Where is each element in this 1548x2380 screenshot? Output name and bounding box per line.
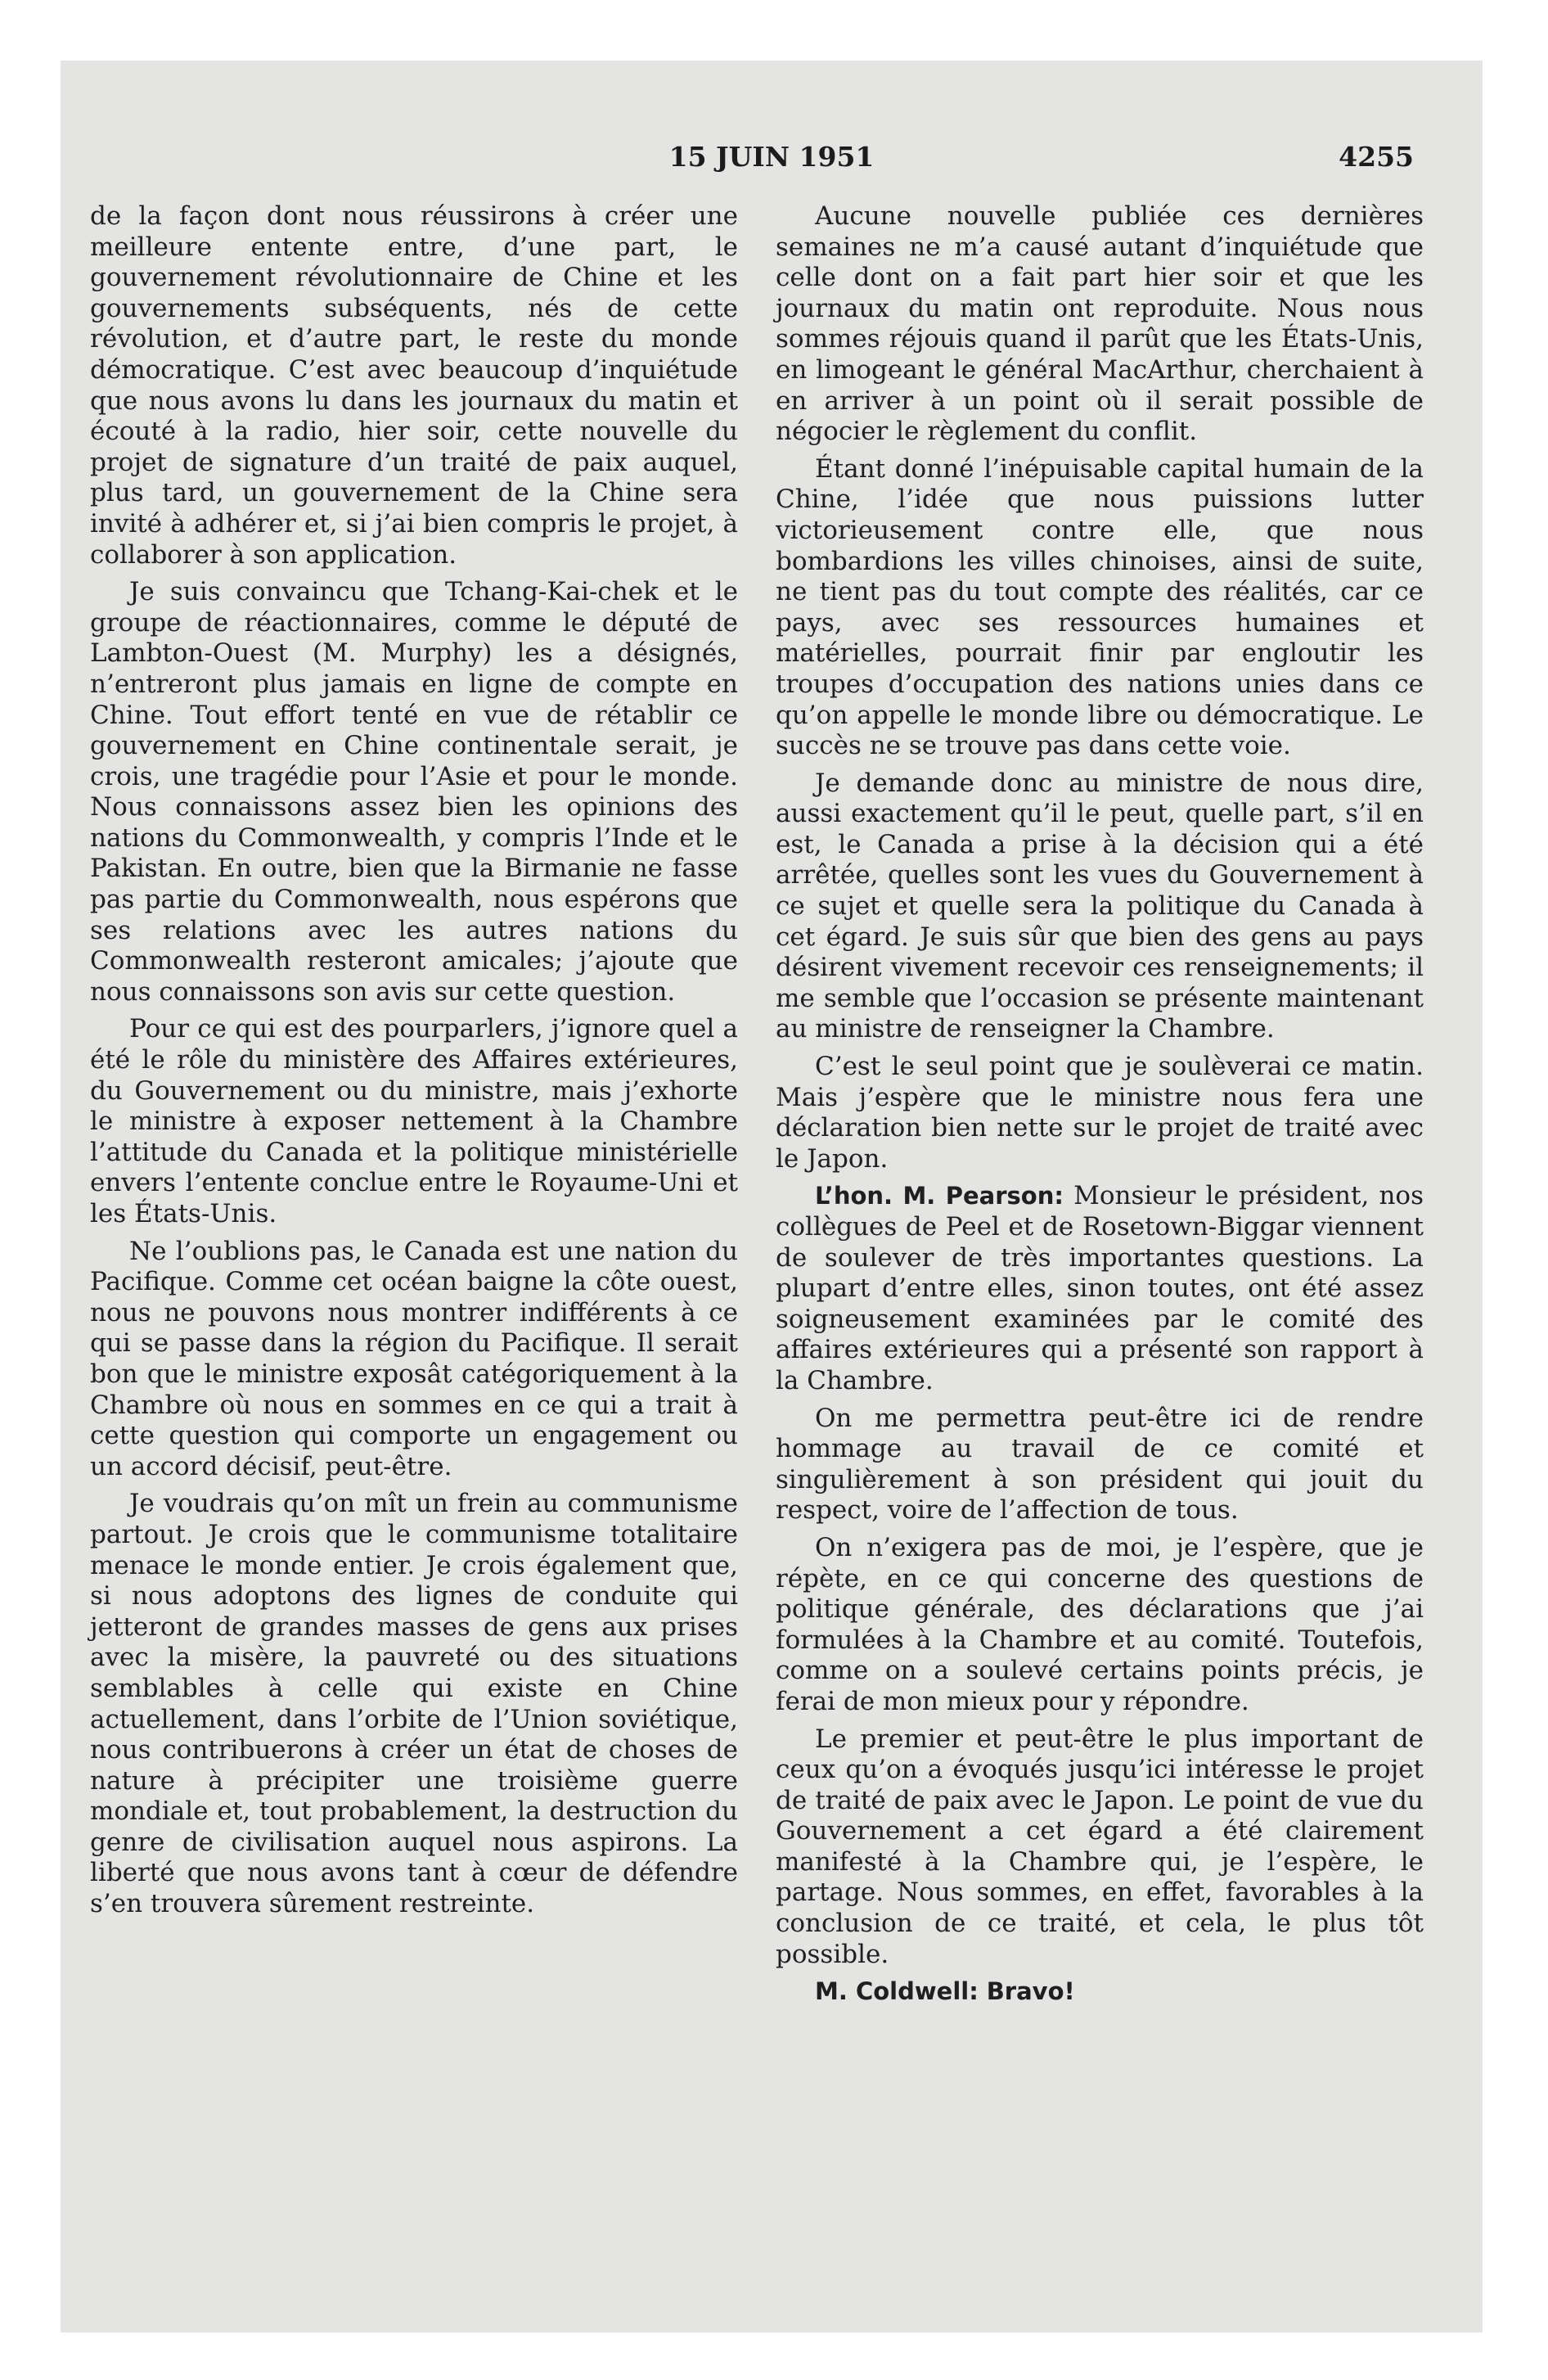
right-paragraph-3: Je demande donc au ministre de nous dire, aussi exactement qu’il le peut, quelle part, s’il en est, le Canada a prise à la décision qui a été arrêtée, quelles sont les vues du Gouvernement à ce sujet et quelle sera la politique du Canada à cet égard. Je suis sûr que bien des gens au pays désirent vivement recevoir ces renseignements; il me semble que l’occasion se présente maintenant au ministre de renseigner la Chambre.: [776, 768, 1424, 1044]
left-column: [90, 201, 738, 1927]
pearson-paragraph-4: Le premier et peut-être le plus important de ceux qu’on a évoqués jusqu’ici intéresse le projet de traité de paix avec le Japon. Le point de vue du Gouvernement a cet égard a été clairement manifesté à la Chambre qui, je l’espère, le partage. Nous sommes, en effet, favorables à la conclusion de ce traité, et cela, le plus tôt possible.: [776, 1724, 1424, 1969]
left-paragraph-4: Ne l’oublions pas, le Canada est une nation du Pacifique. Comme cet océan baigne la côte ouest, nous ne pouvons nous montrer indifférents à ce qui se passe dans la région du Pacifique. Il serait bon que le ministre exposât catégoriquement à la Chambre où nous en sommes en ce qui a trait à cette question qui comporte un engagement ou un accord décisif, peut-être.: [90, 1236, 738, 1481]
pearson-text: Monsieur le président, nos collègues de Peel et de Rosetown-Biggar viennent de soulever de très importantes questions. La plupart d’entre elles, sinon toutes, ont été assez soigneusement examinées par le comité des affaires extérieures qui a présenté son rapport à la Chambre.: [776, 1181, 1424, 1395]
page-date: 15 JUIN 1951: [668, 141, 875, 173]
pearson-paragraph-3: On n’exigera pas de moi, je l’espère, que je répète, en ce qui concerne des questions de politique générale, des déclarations que j’ai formulées à la Chambre et au comité. Toutefois, comme on a soulevé certains points précis, je ferai de mon mieux pour y répondre.: [776, 1532, 1424, 1716]
left-paragraph-2: Je suis convaincu que Tchang-Kai-chek et le groupe de réactionnaires, comme le député de Lambton-Ouest (M. Murphy) les a désignés, n’entreront plus jamais en ligne de compte en Chine. Tout effort tenté en vue de rétablir ce gouvernement en Chine continentale serait, je crois, une tragédie pour l’Asie et pour le monde. Nous connaissons assez bien les opinions des nations du Commonwealth, y compris l’Inde et le Pakistan. En outre, bien que la Birmanie ne fasse pas partie du Commonwealth, nous espérons que ses relations avec les autres nations du Commonwealth resteront amicales; j’ajoute que nous connaissons son avis sur cette question.: [90, 577, 738, 1007]
left-paragraph-5: Je voudrais qu’on mît un frein au communisme partout. Je crois que le communisme totalitaire menace le monde entier. Je crois également que, si nous adoptons des lignes de conduite qui jetteront de grandes masses de gens aux prises avec la misère, la pauvreté ou des situations semblables à celle qui existe en Chine actuellement, dans l’orbite de l’Union soviétique, nous contribuerons à créer un état de choses de nature à précipiter une troisième guerre mondiale et, tout probablement, la destruction du genre de civilisation auquel nous aspirons. La liberté que nous avons tant à cœur de défendre s’en trouvera sûrement restreinte.: [90, 1489, 738, 1919]
right-paragraph-2: Étant donné l’inépuisable capital humain de la Chine, l’idée que nous puissions lutter victorieusement contre elle, que nous bombardions les villes chinoises, ainsi de suite, ne tient pas du tout compte des réalités, car ce pays, avec ses ressources humaines et matérielles, pourrait finir par engloutir les troupes d’occupation des nations unies dans ce qu’on appelle le monde libre ou démocratique. Le succès ne se trouve pas dans cette voie.: [776, 453, 1424, 761]
speaker-pearson: L’hon. M. Pearson:: [815, 1182, 1064, 1210]
pearson-paragraph-2: On me permettra peut-être ici de rendre hommage au travail de ce comité et singulièrement à son président qui jouit du respect, voire de l’affection de tous.: [776, 1403, 1424, 1526]
coldwell-text: Bravo!: [986, 1977, 1075, 2006]
right-paragraph-1: Aucune nouvelle publiée ces dernières semaines ne m’a causé autant d’inquiétude que celle dont on a fait part hier soir et que les journaux du matin ont reproduite. Nous nous sommes réjouis quand il parût que les États-Unis, en limogeant le général MacArthur, cherchaient à en arriver à un point où il serait possible de négocier le règlement du conflit.: [776, 201, 1424, 447]
scanned-page: [61, 61, 1483, 2333]
speaker-coldwell: M. Coldwell:: [815, 1977, 979, 2006]
page-number: 4255: [1339, 141, 1414, 173]
page-header: [61, 141, 1483, 190]
pearson-intervention: [776, 1181, 1424, 1396]
left-paragraph-1: de la façon dont nous réussirons à créer une meilleure entente entre, d’une part, le gouvernement révolutionnaire de Chine et les gouvernements subséquents, nés de cette révolution, et d’autre part, le reste du monde démocratique. C’est avec beaucoup d’inquiétude que nous avons lu dans les journaux du matin et écouté à la radio, hier soir, cette nouvelle du projet de signature d’un traité de paix auquel, plus tard, un gouvernement de la Chine sera invité à adhérer et, si j’ai bien compris le projet, à collaborer à son application.: [90, 201, 738, 570]
right-column: [776, 201, 1424, 2014]
coldwell-intervention: [776, 1977, 1424, 2008]
right-paragraph-4: C’est le seul point que je soulèverai ce matin. Mais j’espère que le ministre nous fera une déclaration bien nette sur le projet de traité avec le Japon.: [776, 1052, 1424, 1174]
left-paragraph-3: Pour ce qui est des pourparlers, j’ignore quel a été le rôle du ministère des Affaires extérieures, du Gouvernement ou du ministre, mais j’exhorte le ministre à exposer nettement à la Chambre l’attitude du Canada et la politique ministérielle envers l’entente conclue entre le Royaume-Uni et les États-Unis.: [90, 1014, 738, 1228]
